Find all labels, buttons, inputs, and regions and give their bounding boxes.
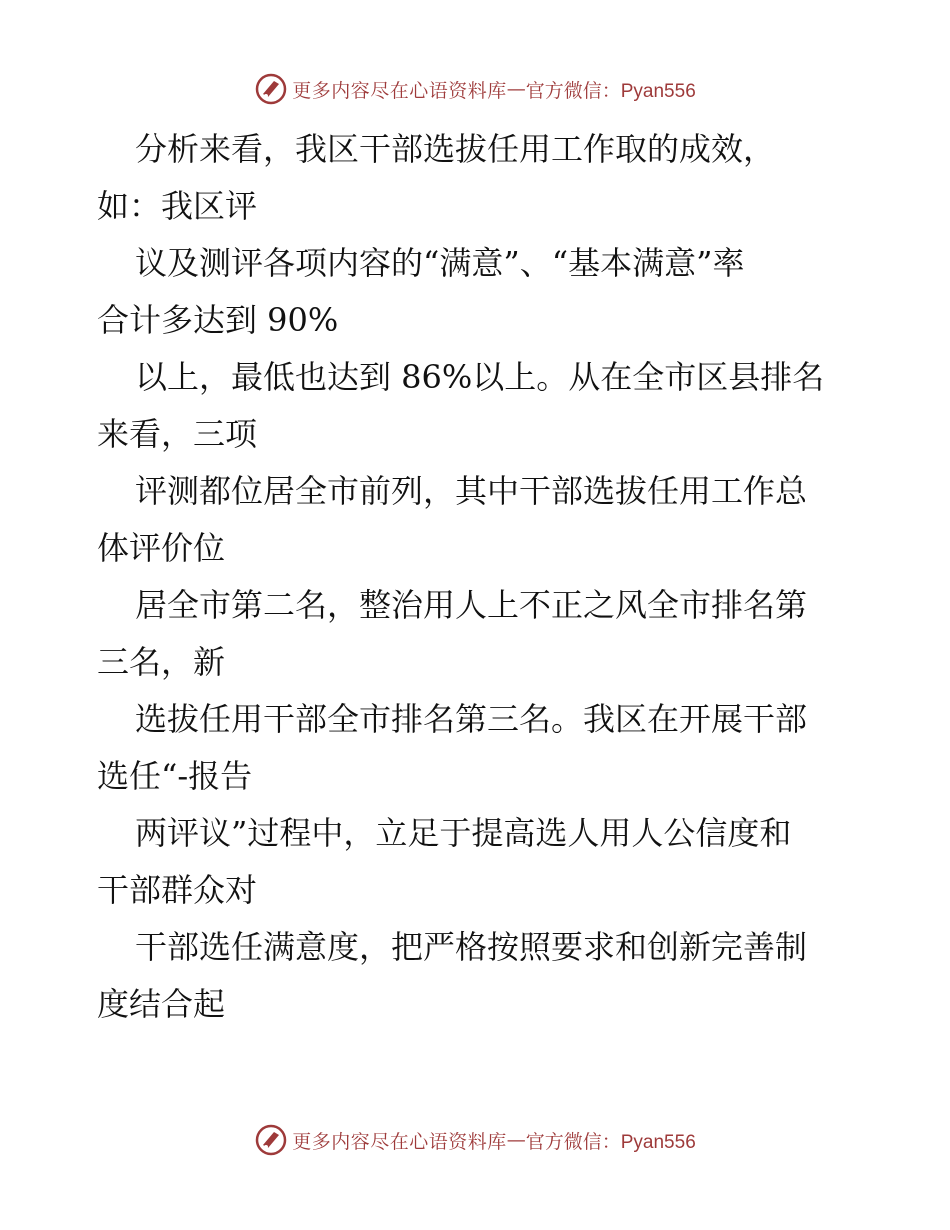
body-line: 合计多达到 90% <box>97 301 339 339</box>
body-line: 分析来看，我区干部选拔任用工作取的成效， <box>135 130 776 168</box>
footer-brand-text: 更多内容尽在心语资料库 <box>292 1130 507 1153</box>
footer-separator: — <box>506 1129 526 1151</box>
document-body <box>97 120 857 1032</box>
body-line: 干部群众对 <box>97 871 258 909</box>
body-line: 选任“-报告 <box>97 757 253 795</box>
body-line: 两评议”过程中，立足于提高选人用人公信度和 <box>135 814 792 852</box>
body-line: 居全市第二名，整治用人上不正之风全市排名第 <box>135 586 808 624</box>
body-line: 以上，最低也达到 86%以上。从在全市区县排名 <box>135 358 825 396</box>
body-line: 度结合起 <box>97 985 226 1023</box>
page-footer <box>0 1123 950 1157</box>
body-line: 选拔任用干部全市排名第三名。我区在开展干部 <box>135 700 808 738</box>
brand-logo-icon <box>254 1123 288 1157</box>
header-separator: — <box>506 78 526 100</box>
body-line: 议及测评各项内容的“满意”、“基本满意”率 <box>135 244 745 282</box>
body-line: 评测都位居全市前列，其中干部选拔任用工作总 <box>135 472 808 510</box>
body-line: 来看，三项 <box>97 415 258 453</box>
brand-logo-icon <box>254 72 288 106</box>
body-line: 如：我区评 <box>97 187 258 225</box>
body-line: 干部选任满意度，把严格按照要求和创新完善制 <box>135 928 808 966</box>
header-brand-text: 更多内容尽在心语资料库 <box>292 79 507 102</box>
header-contact: 官方微信：Pyan556 <box>525 80 696 102</box>
body-line: 三名，新 <box>97 643 226 681</box>
body-line: 体评价位 <box>97 529 226 567</box>
footer-contact: 官方微信：Pyan556 <box>525 1131 696 1153</box>
page-header <box>0 72 950 106</box>
